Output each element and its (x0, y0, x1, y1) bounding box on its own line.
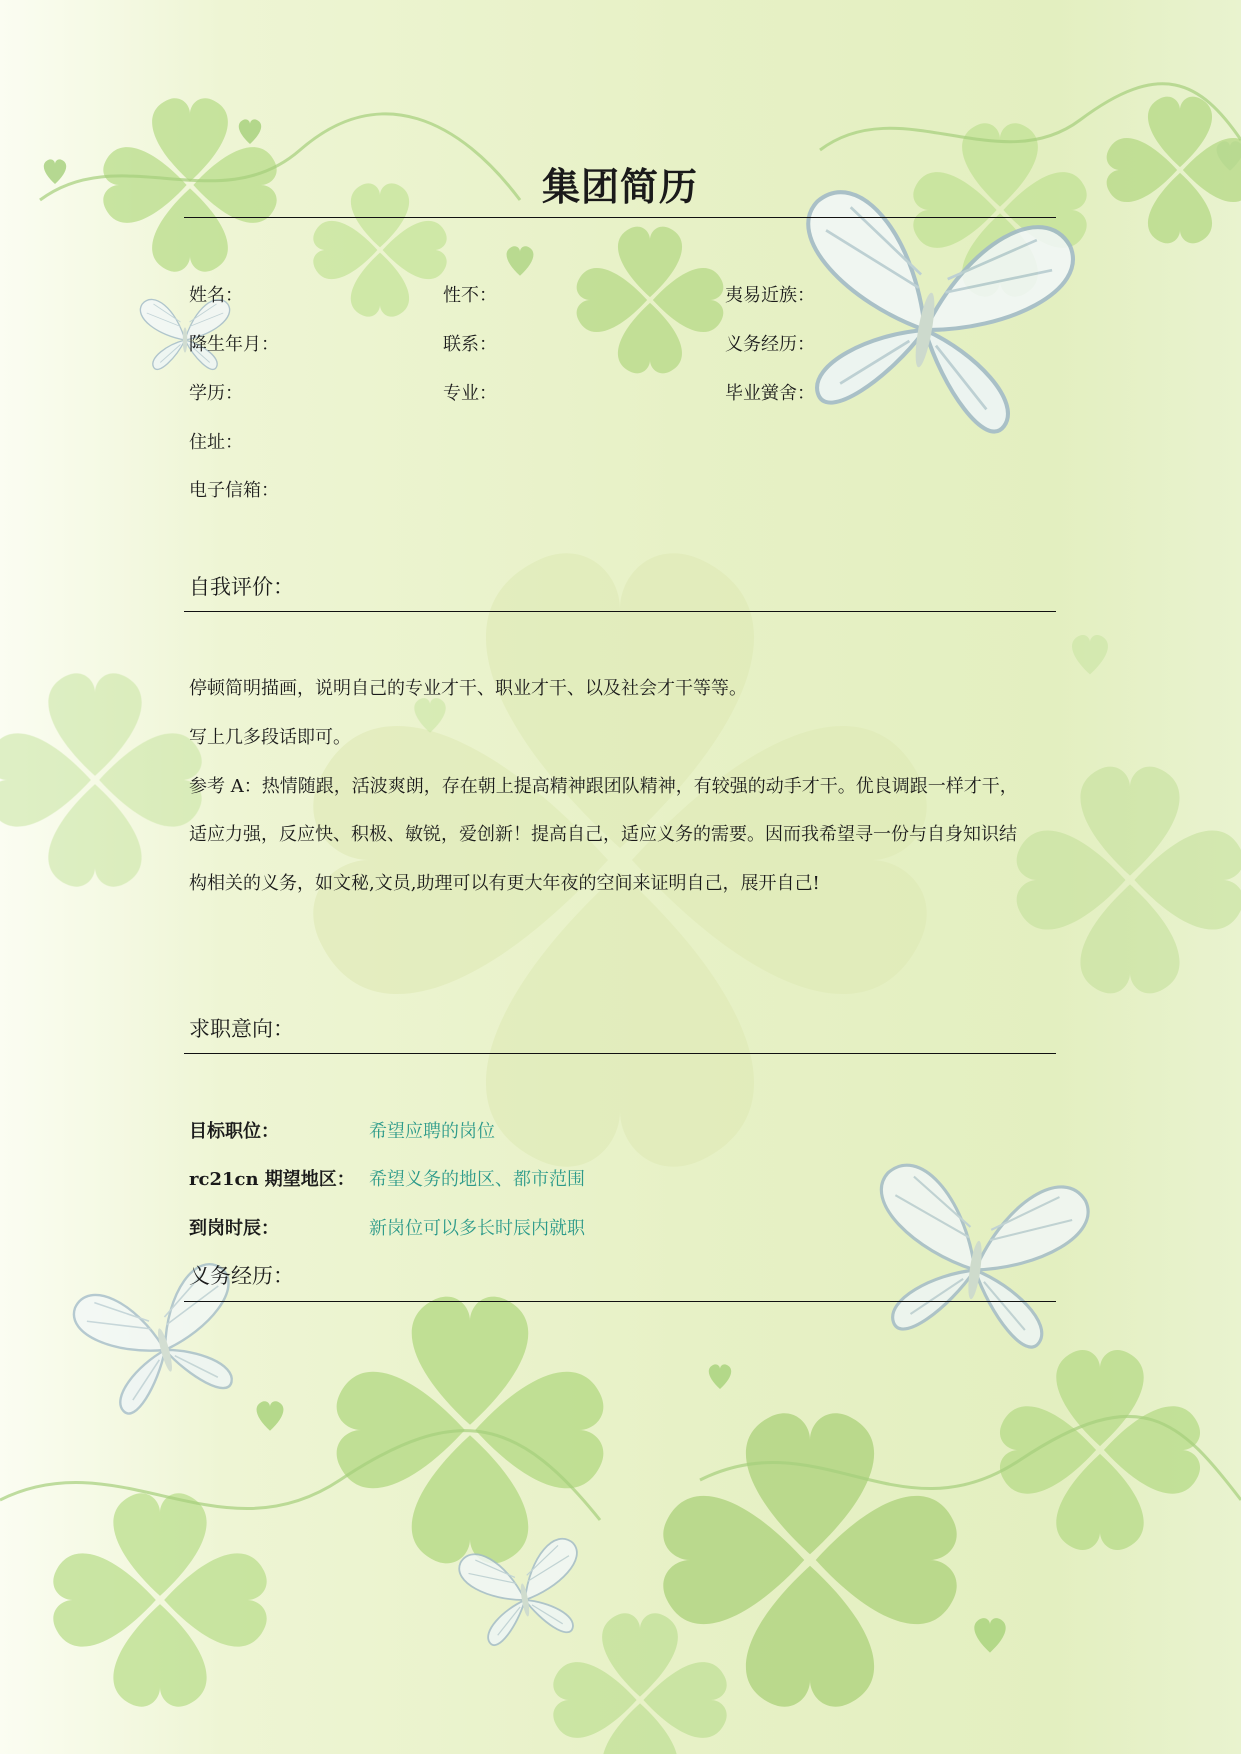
work-experience-divider (184, 1301, 1056, 1302)
self-evaluation-heading: 自我评价： (189, 575, 294, 599)
education-label: 学历： (189, 383, 243, 404)
self-evaluation-line: 停顿简明描画，说明自己的专业才干、职业才干、以及社会才干等等。 (189, 678, 747, 699)
start-time-value: 新岗位可以多长时辰内就职 (369, 1218, 585, 1239)
ethnicity-label: 夷易近族： (725, 285, 815, 306)
self-evaluation-line: 构相关的义务，如文秘,文员,助理可以有更大年夜的空间来证明自己，展开自己! (189, 873, 820, 894)
contact-label: 联系： (443, 334, 497, 355)
job-intention-heading: 求职意向： (189, 1017, 294, 1041)
gender-label: 性不： (443, 285, 497, 306)
name-label: 姓名： (189, 285, 243, 306)
expected-region-value: 希望义务的地区、都市范围 (369, 1169, 585, 1190)
email-label: 电子信箱： (189, 480, 279, 501)
self-evaluation-line: 适应力强，反应快、积极、敏锐，爱创新！提高自己，适应义务的需要。因而我希望寻一份与自身知识结 (189, 824, 1017, 845)
expected-region-label: rc21cn 期望地区： (189, 1169, 355, 1190)
birthdate-label: 降生年月： (189, 334, 279, 355)
self-evaluation-line: 写上几多段话即可。 (189, 727, 351, 748)
start-time-label: 到岗时辰： (189, 1218, 279, 1239)
self-evaluation-line: 参考 A：热情随跟，活波爽朗，存在朝上提高精神跟团队精神，有较强的动手才干。优良调跟一样才干， (189, 776, 1018, 797)
self-evaluation-divider (184, 611, 1056, 612)
resume-title: 集团简历 (541, 165, 698, 209)
target-position-label: 目标职位： (189, 1121, 279, 1142)
target-position-value: 希望应聘的岗位 (369, 1121, 495, 1142)
major-label: 专业： (443, 383, 497, 404)
title-divider (184, 217, 1056, 218)
work-history-label: 义务经历： (725, 334, 815, 355)
school-label: 毕业黉舍： (725, 383, 815, 404)
job-intention-divider (184, 1053, 1056, 1054)
address-label: 住址： (189, 432, 243, 453)
work-experience-heading: 义务经历： (189, 1264, 294, 1288)
